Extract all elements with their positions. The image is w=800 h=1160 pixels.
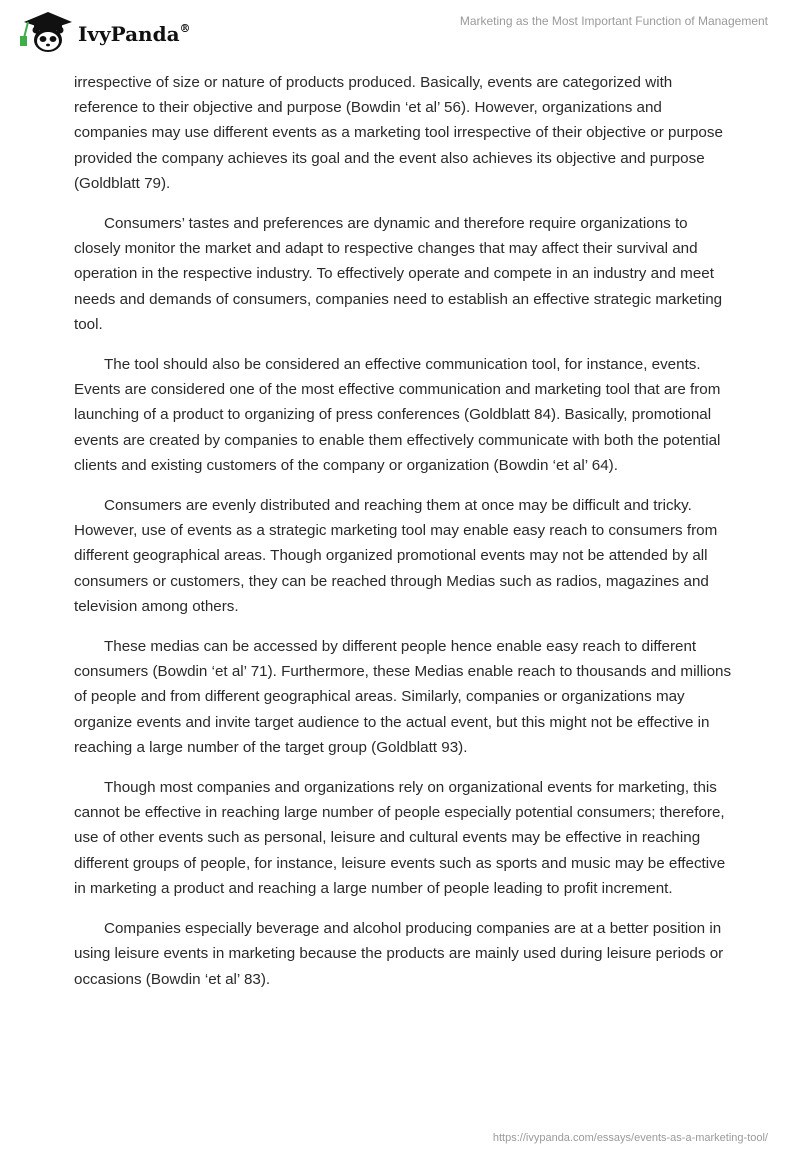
document-title: Marketing as the Most Important Function of Management: [459, 14, 768, 28]
paragraph-3: The tool should also be considered an effective communication tool, for instance, events. Events are considered one of the most effective communication and marketing tool that are from launching of a product to organizing of press conferences (Goldblatt 84). Basically, promotional events are created by companies to enable them effectively communicate with both the potential clients and existing customers of the company or organization (Bowdin ‘et al’ 64).: [74, 356, 721, 474]
paragraph-2: Consumers’ tastes and preferences are dynamic and therefore require organizations to closely monitor the market and adapt to respective changes that may affect their survival and operation in the respective industry. To effectively operate and compete in an industry and meet needs and demands of consumers, companies need to establish an effective strategic marketing tool.: [74, 215, 723, 333]
paragraph-1: irrespective of size or nature of products produced. Basically, events are categorized with reference to their objective and purpose (Bowdin ‘et al’ 56). However, organizations and companies may use different events as a marketing tool irrespective of their objective or purpose provided the company achieves its goal and the event also achieves its objective and purpose (Goldblatt 79).: [74, 74, 723, 192]
page-header: [0, 0, 800, 70]
source-url[interactable]: https://ivypanda.com/essays/events-as-a-marketing-tool/: [492, 1132, 768, 1144]
essay-body: [74, 70, 734, 1007]
paragraph-5: These medias can be accessed by different people hence enable easy reach to different consumers (Bowdin ‘et al’ 71). Furthermore, these Medias enable reach to thousands and millions of people and from different geographical areas. Similarly, companies or organizations may organize events and invite target audience to the actual event, but this might not be effective in reaching a large number of the target group (Goldblatt 93).: [74, 638, 732, 756]
paragraph-7: Companies especially beverage and alcohol producing companies are at a better position in using leisure events in marketing because the products are mainly used during leisure periods or occasions (Bowdin ‘et al’ 83).: [74, 920, 724, 988]
paragraph-4: Consumers are evenly distributed and reaching them at once may be difficult and tricky. However, use of events as a strategic marketing tool may enable easy reach to consumers from different geographical areas. Though organized promotional events may not be attended by all consumers or customers, they can be reached through Medias such as radios, magazines and television among others.: [74, 497, 718, 615]
panda-graduate-icon: [14, 8, 74, 56]
logo-wordmark: IvyPanda®: [78, 22, 191, 46]
ivypanda-logo[interactable]: [14, 8, 194, 56]
paragraph-6: Though most companies and organizations rely on organizational events for marketing, this cannot be effective in reaching large number of people especially potential consumers; therefore, use of other events such as personal, leisure and cultural events may be effective in reaching different groups of people, for instance, leisure events such as sports and music may be effective in marketing a product and reaching a large number of people leading to profit increment.: [74, 779, 726, 897]
